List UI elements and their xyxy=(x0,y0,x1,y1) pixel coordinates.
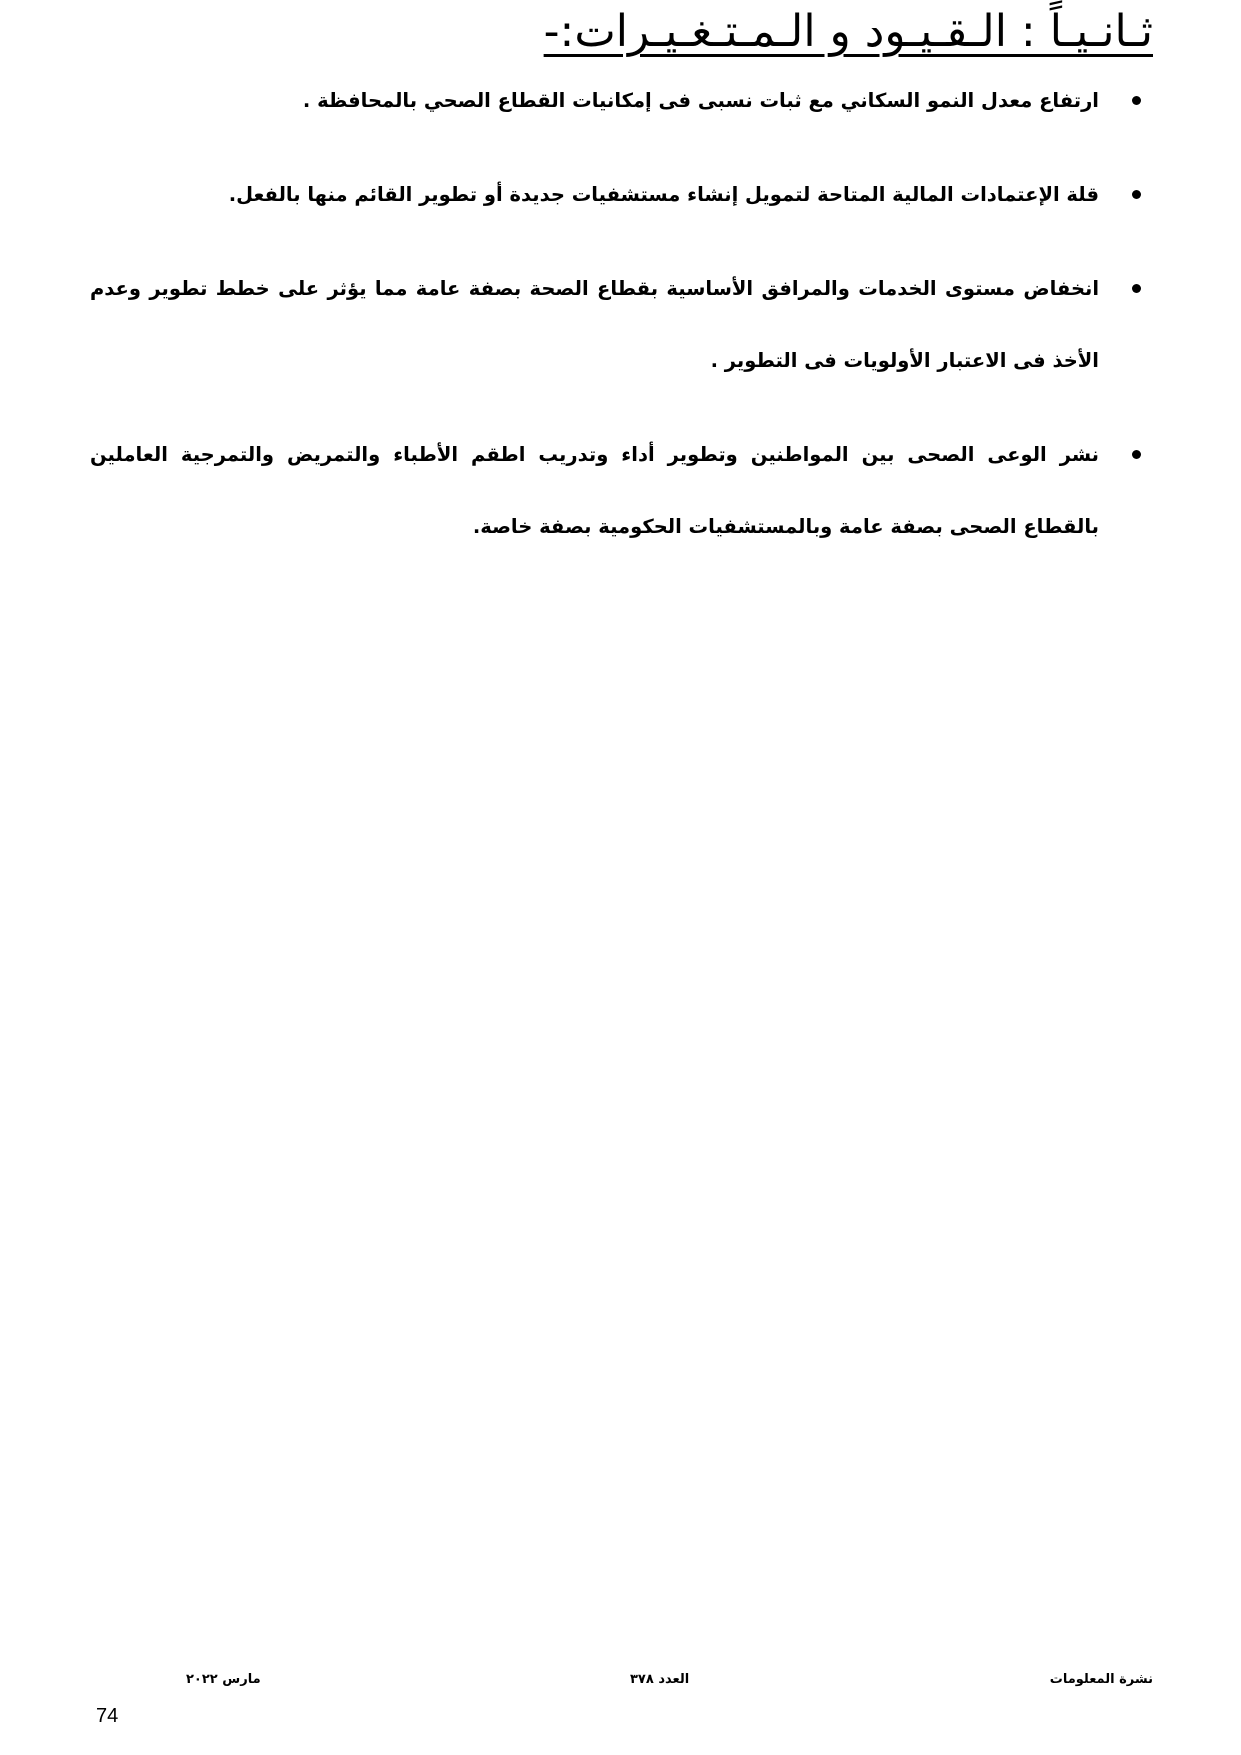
constraints-list xyxy=(90,65,1153,585)
list-item xyxy=(90,65,1153,137)
list-item-text: نشر الوعى الصحى بين المواطنين وتطوير أداء وتدريب اطقم الأطباء والتمريض والتمرجية العاملين بالقطاع الصحى بصفة عامة وبالمستشفيات الحكومية بصفة خاصة. xyxy=(90,443,1099,538)
footer-date: مارس ٢٠٢٢ xyxy=(186,1672,261,1687)
list-item xyxy=(90,253,1153,397)
section-title: ثـانـيـاً : الـقـيـود و الـمـتـغـيـرات:- xyxy=(543,6,1153,57)
bullet-icon xyxy=(1132,190,1141,199)
list-item-text: ارتفاع معدل النمو السكاني مع ثبات نسبى فى إمكانيات القطاع الصحي بالمحافظة . xyxy=(302,89,1099,112)
page-number: 74 xyxy=(96,1705,119,1727)
list-item xyxy=(90,419,1153,563)
footer-publication-name: نشرة المعلومات xyxy=(1049,1672,1153,1687)
bullet-icon xyxy=(1132,450,1141,459)
list-item xyxy=(90,159,1153,231)
footer-issue-number: العدد ٣٧٨ xyxy=(630,1672,690,1687)
list-item-text: قلة الإعتمادات المالية المتاحة لتمويل إنشاء مستشفيات جديدة أو تطوير القائم منها بالفعل. xyxy=(228,183,1099,206)
bullet-icon xyxy=(1132,284,1141,293)
bullet-icon xyxy=(1132,96,1141,105)
list-item-text: انخفاض مستوى الخدمات والمرافق الأساسية بقطاع الصحة بصفة عامة مما يؤثر على خطط تطوير وعدم الأخذ فى الاعتبار الأولويات فى التطوير . xyxy=(90,277,1099,372)
